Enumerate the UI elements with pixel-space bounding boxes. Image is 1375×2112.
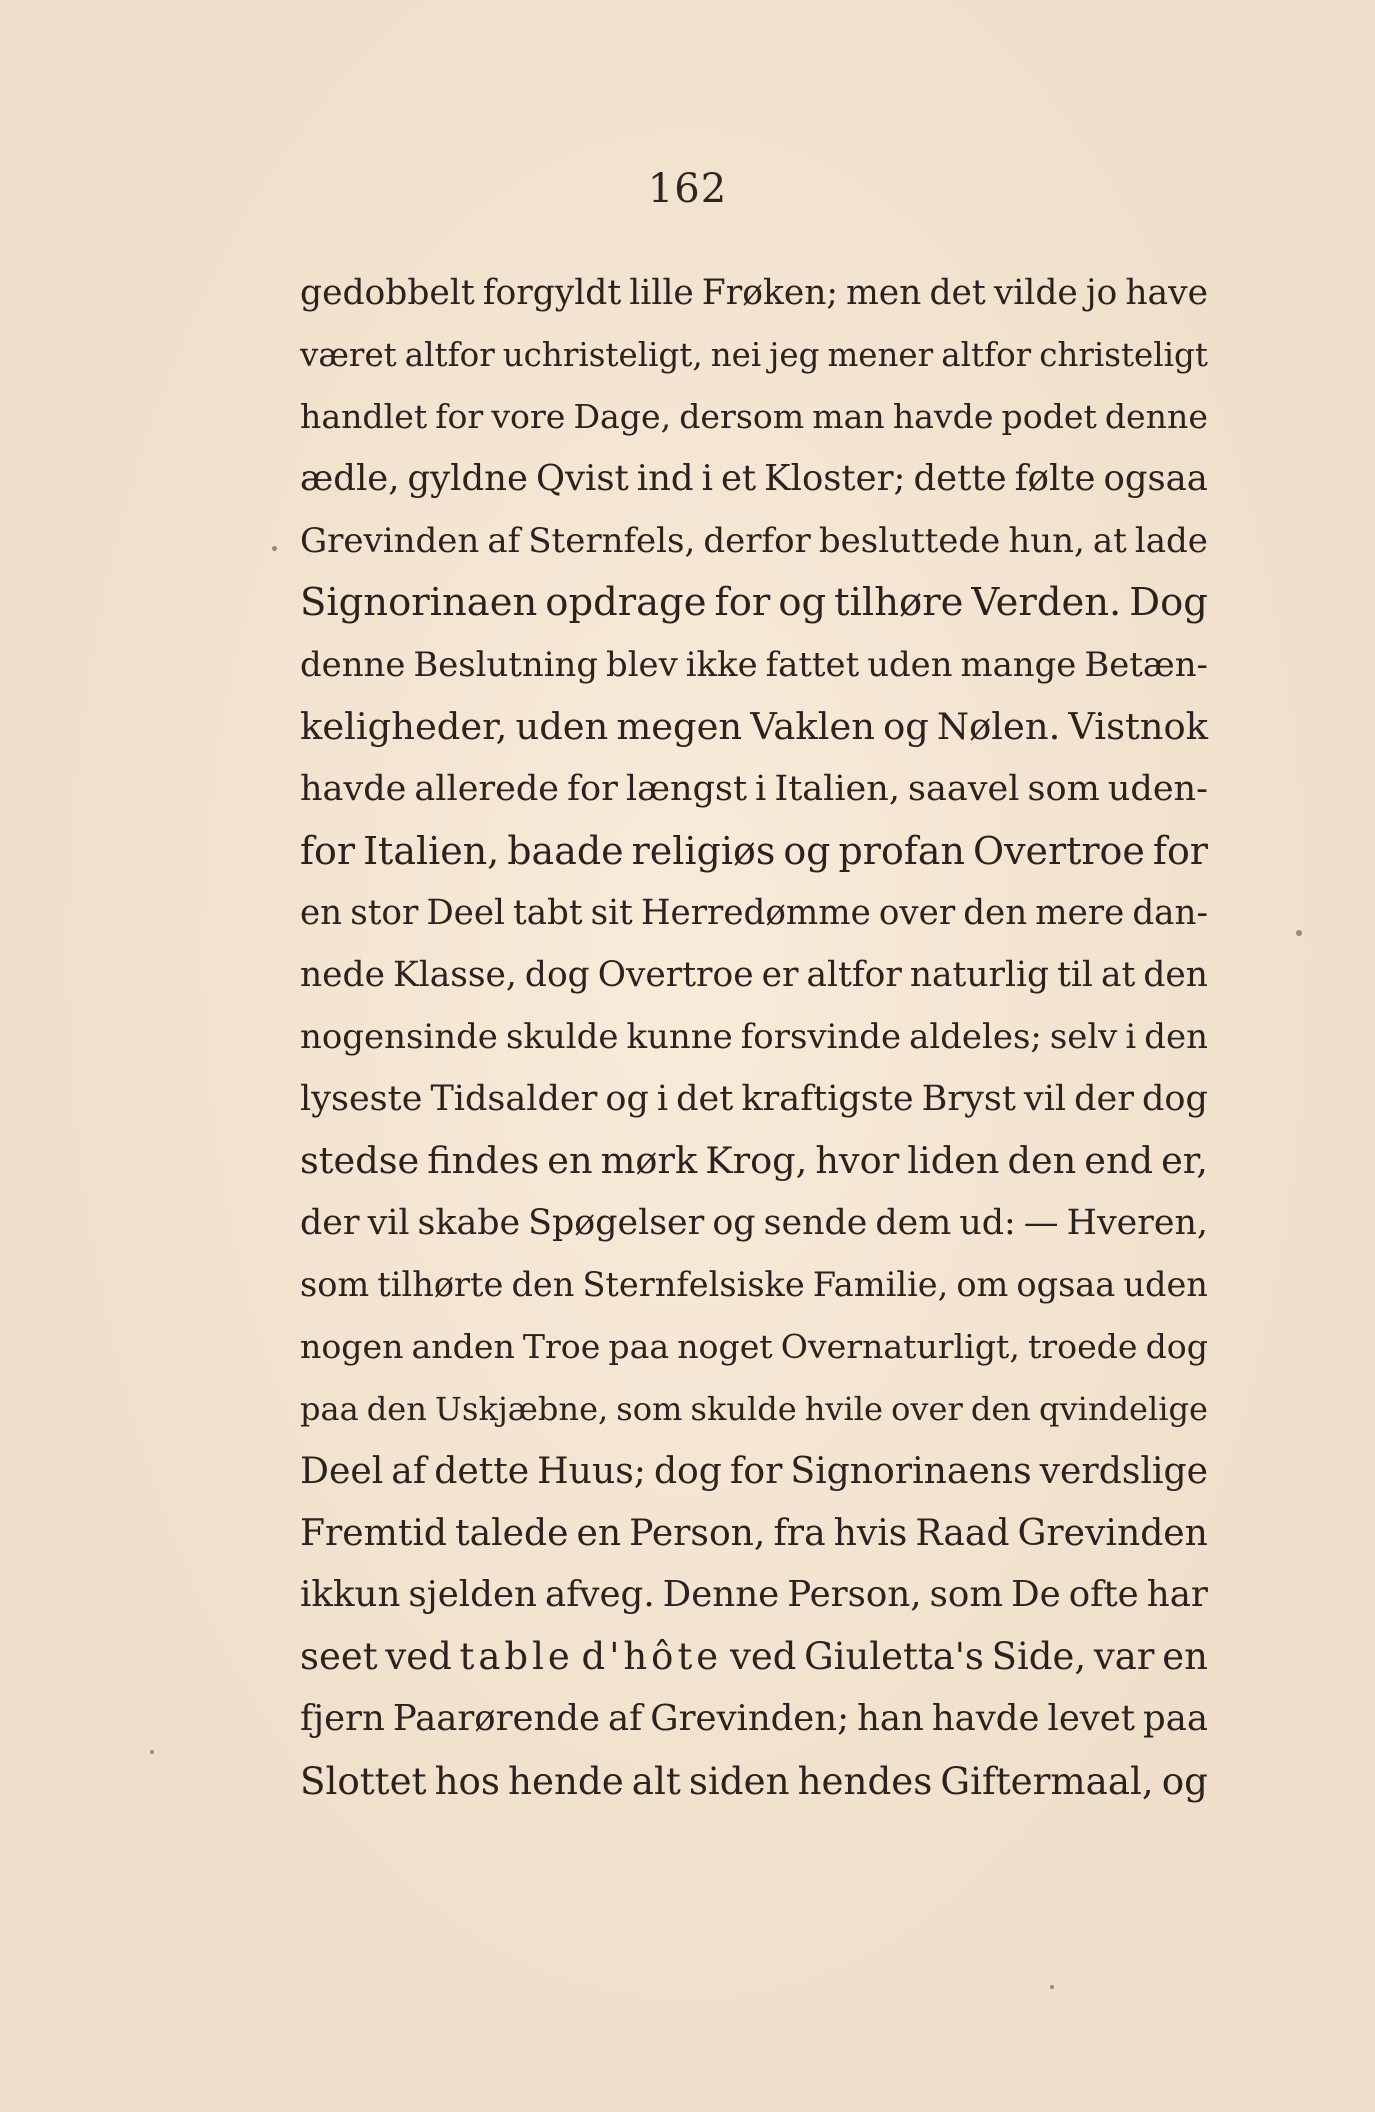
word: skulde [690, 1390, 797, 1428]
word: Italien, [774, 768, 900, 809]
word: alt [631, 1759, 681, 1803]
word: der [300, 1203, 360, 1243]
word: og [1161, 1759, 1208, 1803]
word: for [1152, 829, 1208, 873]
word: sende [763, 1203, 868, 1243]
word: afveg. [544, 1574, 655, 1615]
text-line [300, 944, 1208, 1006]
word: ikkun [300, 1574, 401, 1615]
word: et [720, 458, 757, 499]
word: om [956, 1265, 1009, 1304]
word: Signorinaen [300, 580, 538, 625]
word: det [929, 273, 986, 313]
word: den [366, 1390, 427, 1428]
word: liden [907, 1139, 1000, 1182]
word: dersom [679, 397, 805, 436]
word: stedse [300, 1139, 420, 1182]
word: i [1125, 1017, 1137, 1057]
word: i [656, 1078, 669, 1119]
word: end [1084, 1139, 1154, 1182]
word: Signorinaens [790, 1449, 1032, 1492]
word: fra [773, 1511, 826, 1554]
word: kunne [626, 1017, 733, 1057]
word: Giuletta's [804, 1635, 984, 1678]
word: Overnaturligt, [780, 1327, 1020, 1366]
word: have [1125, 273, 1208, 313]
word: stor [350, 893, 419, 933]
word: sit [590, 893, 633, 933]
word: tabt [513, 893, 583, 933]
word: Uskjæbne, [434, 1390, 609, 1428]
text-line [300, 448, 1208, 510]
word: besluttede [818, 521, 1001, 561]
word: hvile [804, 1390, 884, 1428]
word: religiøs [631, 829, 776, 873]
word: ved [729, 1635, 797, 1678]
word: en [547, 1139, 593, 1182]
word: denne [1104, 397, 1208, 436]
text-line [300, 1192, 1208, 1254]
word: mener [827, 336, 934, 374]
word: vilde [993, 273, 1078, 313]
word: dette [434, 1449, 530, 1492]
word: Troe [522, 1327, 601, 1366]
word: podet [1001, 397, 1097, 436]
text-line [300, 1316, 1208, 1378]
word: ind [636, 458, 694, 499]
word: længst [625, 768, 748, 809]
word: Spøgelser [528, 1203, 705, 1243]
paper-speck [150, 1750, 154, 1754]
word: dog [1145, 1327, 1208, 1366]
word: hendes [797, 1759, 933, 1803]
word: Slottet [300, 1759, 427, 1803]
word: — [1023, 1203, 1059, 1243]
word: over [891, 1390, 963, 1428]
text-line [300, 758, 1208, 820]
word: d'hôte [581, 1635, 723, 1678]
word: baade [507, 829, 624, 873]
word: Paarørende [392, 1698, 600, 1739]
word: Grevinden [1017, 1511, 1208, 1554]
word: opdrage [545, 580, 707, 625]
word: vil [367, 1203, 410, 1243]
word: fjern [300, 1698, 385, 1739]
text-line [300, 882, 1208, 944]
word: hun, [1008, 521, 1085, 561]
word: ved [385, 1635, 452, 1678]
word: dan- [1132, 893, 1208, 933]
text-line [300, 696, 1208, 758]
word: Herredømme [640, 893, 871, 933]
word: den [970, 1390, 1031, 1428]
text-line [300, 1440, 1208, 1502]
word: for [300, 829, 356, 873]
word: Side, [991, 1635, 1087, 1678]
word: er, [1161, 1139, 1208, 1182]
word: paa [608, 1327, 670, 1366]
word: havde [300, 768, 407, 809]
word: en [300, 893, 343, 933]
word: selv [1049, 1017, 1118, 1057]
word: og [778, 580, 827, 625]
word: Huus; [537, 1449, 646, 1492]
word: Verden. [971, 580, 1122, 625]
word: en [1162, 1635, 1208, 1678]
word: dog [1142, 1078, 1208, 1119]
word: havde [892, 397, 994, 436]
word: jeg [769, 336, 820, 374]
word: forgyldt [482, 273, 622, 313]
word: nede [300, 955, 385, 995]
word: for [729, 1449, 783, 1492]
word: den [1144, 1017, 1208, 1057]
word: skabe [417, 1203, 521, 1243]
word: forsvinde [740, 1017, 902, 1057]
text-line [300, 634, 1208, 696]
word: noget [677, 1327, 773, 1366]
word: Deel [300, 1449, 384, 1492]
text-line [300, 1006, 1208, 1068]
word: blev [606, 645, 678, 684]
word: altfor [404, 336, 495, 374]
word: for [435, 397, 484, 436]
word: Krog, [705, 1139, 808, 1182]
word: saavel [908, 768, 1020, 809]
word: af [487, 521, 521, 561]
word: tilhøre [834, 580, 964, 625]
page-number: 162 [647, 166, 728, 212]
word: keligheder, [300, 705, 508, 748]
word: Tidsalder [430, 1078, 598, 1119]
word: han [857, 1698, 924, 1739]
word: er [761, 955, 799, 995]
word: gyldne [407, 458, 528, 499]
word: table [459, 1635, 574, 1678]
word: dem [875, 1203, 952, 1243]
word: Deel [426, 893, 505, 933]
word: ud: [959, 1203, 1016, 1243]
text-line [300, 1688, 1208, 1750]
word: den [963, 893, 1028, 933]
word: Grevinden; [650, 1698, 850, 1739]
word: ogsaa [1016, 1265, 1116, 1304]
word: en [576, 1511, 622, 1554]
word: som [300, 1265, 370, 1304]
word: tilhørte [377, 1265, 504, 1304]
word: handlet [300, 397, 428, 436]
word: vore [491, 397, 566, 436]
word: det [676, 1078, 734, 1119]
word: mørk [600, 1139, 698, 1182]
word: som [616, 1390, 683, 1428]
text-line [300, 510, 1208, 572]
word: paa [1143, 1698, 1208, 1739]
paper-speck [1050, 1985, 1054, 1989]
word: hende [508, 1759, 624, 1803]
text-line [300, 1068, 1208, 1130]
word: findes [427, 1139, 540, 1182]
word: Giftermaal, [940, 1759, 1154, 1803]
word: uden- [1107, 768, 1208, 809]
word: ikke [685, 645, 758, 684]
word: lade [1134, 521, 1208, 561]
word: profan [838, 829, 965, 873]
word: for [714, 580, 771, 625]
text-line [300, 324, 1208, 386]
word: troede [1027, 1327, 1138, 1366]
text-line [300, 1378, 1208, 1440]
word: mange [960, 645, 1077, 684]
word: og [783, 829, 831, 873]
word: nogen [300, 1327, 404, 1366]
word: havde [931, 1698, 1040, 1739]
word: ædle, [300, 458, 400, 499]
word: Dage, [573, 397, 672, 436]
word: Fremtid [300, 1511, 448, 1554]
word: hos [434, 1759, 500, 1803]
word: sjelden [408, 1574, 537, 1615]
word: Familie, [812, 1265, 949, 1304]
paper-speck [272, 546, 277, 551]
word: Overtroe [972, 829, 1145, 873]
word: at [1092, 521, 1127, 561]
word: Denne [662, 1574, 780, 1615]
text-line [300, 1130, 1208, 1192]
word: anden [411, 1327, 515, 1366]
word: dog [653, 1449, 722, 1492]
word: som [929, 1574, 1004, 1615]
word: skulde [505, 1017, 619, 1057]
paper-speck [1296, 930, 1302, 936]
word: ogsaa [1103, 458, 1208, 499]
word: uchristeligt, [502, 336, 703, 374]
word: var [1093, 1635, 1155, 1678]
word: levet [1047, 1698, 1135, 1739]
word: hvis [833, 1511, 908, 1554]
text-line [300, 1750, 1208, 1812]
text-line [300, 1626, 1208, 1688]
word: i [755, 768, 767, 809]
word: ofte [1068, 1574, 1139, 1615]
word: altfor [806, 955, 902, 995]
word: dette [913, 458, 1007, 499]
word: verdslige [1039, 1449, 1208, 1492]
text-line [300, 1254, 1208, 1316]
word: følte [1014, 458, 1096, 499]
body-text [300, 262, 1208, 1812]
word: dog [524, 955, 590, 995]
word: naturlig [909, 955, 1050, 995]
word: der [1074, 1078, 1134, 1119]
text-line [300, 1564, 1208, 1626]
word: Vistnok [1068, 705, 1208, 748]
word: af [391, 1449, 427, 1492]
word: været [300, 336, 397, 374]
word: seet [300, 1635, 378, 1678]
word: Vaklen [750, 705, 875, 748]
word: og [605, 1078, 649, 1119]
word: Person, [629, 1511, 766, 1554]
word: paa [300, 1390, 359, 1428]
word: fattet [765, 645, 860, 684]
word: og [712, 1203, 756, 1243]
word: Bryst [921, 1078, 1016, 1119]
word: for [567, 768, 618, 809]
word: den [1007, 1139, 1077, 1182]
text-line [300, 572, 1208, 634]
word: Sternfelsiske [582, 1265, 805, 1304]
word: mere [1035, 893, 1125, 933]
word: at [1100, 955, 1136, 995]
word: Dog [1129, 580, 1208, 625]
word: uden [515, 705, 609, 748]
text-line [300, 262, 1208, 324]
word: De [1011, 1574, 1061, 1615]
word: den [1143, 955, 1208, 995]
word: Nølen. [936, 705, 1061, 748]
word: man [812, 397, 885, 436]
word: Overtroe [597, 955, 754, 995]
word: nei [710, 336, 762, 374]
word: af [608, 1698, 643, 1739]
word: som [1027, 768, 1100, 809]
word: denne [300, 645, 406, 684]
word: Klasse, [392, 955, 517, 995]
text-line [300, 1502, 1208, 1564]
word: Qvist [535, 458, 629, 499]
word: lille [629, 273, 694, 313]
word: Betæn- [1084, 645, 1208, 684]
word: hvor [815, 1139, 900, 1182]
word: uden [1123, 1265, 1208, 1304]
word: nogensinde [300, 1017, 498, 1057]
word: jo [1085, 273, 1118, 313]
word: Italien, [363, 829, 500, 873]
word: har [1146, 1574, 1208, 1615]
word: kraftigste [741, 1078, 914, 1119]
word: Person, [787, 1574, 922, 1615]
word: Raad [915, 1511, 1010, 1554]
word: over [878, 893, 956, 933]
text-line [300, 820, 1208, 882]
word: uden [867, 645, 953, 684]
word: Grevinden [300, 521, 480, 561]
word: og [883, 705, 929, 748]
word: Frøken; [701, 273, 839, 313]
word: megen [616, 705, 743, 748]
word: siden [688, 1759, 790, 1803]
word: derfor [703, 521, 811, 561]
word: Beslutning [413, 645, 599, 684]
text-line [300, 386, 1208, 448]
word: christeligt [1039, 336, 1208, 374]
word: men [846, 273, 922, 313]
word: Kloster; [764, 458, 906, 499]
word: vil [1023, 1078, 1067, 1119]
word: talede [455, 1511, 569, 1554]
word: gedobbelt [300, 273, 475, 313]
word: aldeles; [909, 1017, 1042, 1057]
word: altfor [941, 336, 1032, 374]
word: Hveren, [1066, 1203, 1208, 1243]
word: i [701, 458, 713, 499]
word: qvindelige [1039, 1390, 1208, 1428]
word: Sternfels, [528, 521, 696, 561]
word: lyseste [300, 1078, 423, 1119]
word: den [511, 1265, 575, 1304]
word: til [1057, 955, 1093, 995]
word: allerede [414, 768, 560, 809]
